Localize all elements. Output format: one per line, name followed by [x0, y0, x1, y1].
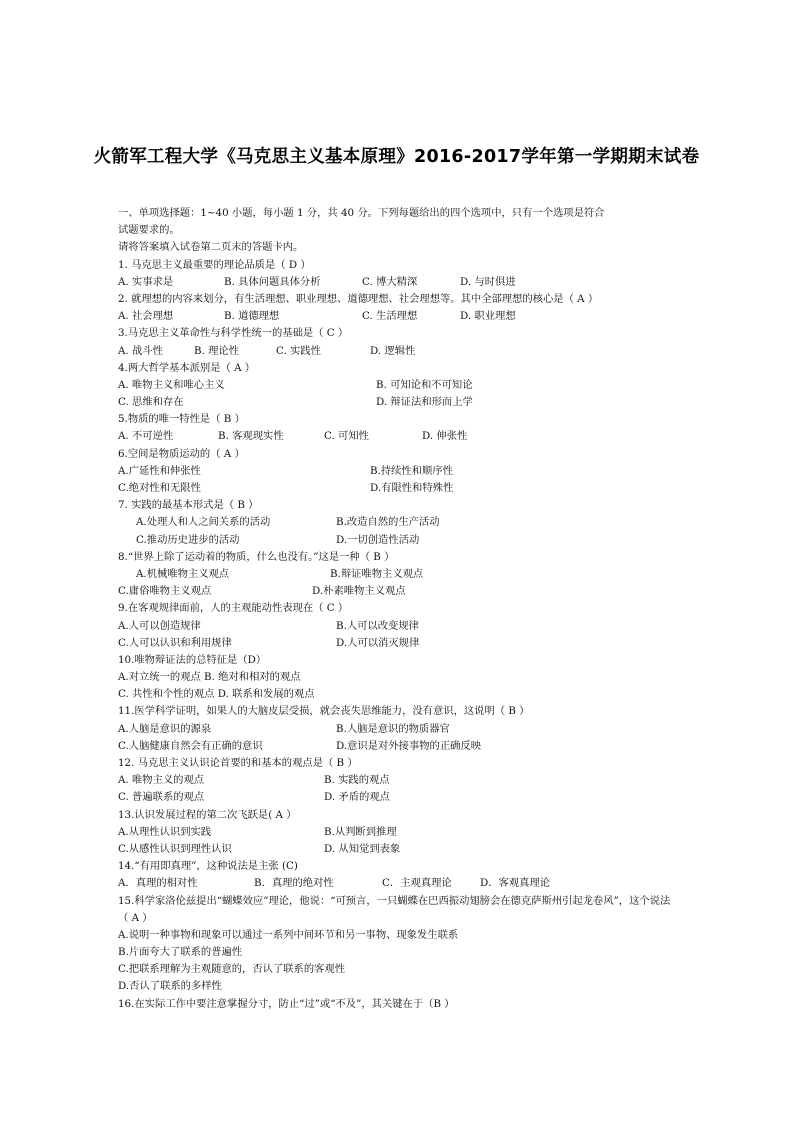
option: D.人可以消灭规律	[336, 636, 420, 649]
option-row: C.把联系理解为主观随意的，否认了联系的客观性	[118, 963, 346, 976]
option: D. 伸张性	[422, 430, 468, 443]
option: C. 博大精深	[362, 275, 418, 288]
option: D. 逻辑性	[370, 344, 416, 357]
question-stem: 4.两大哲学基本派别是（ A ）	[118, 361, 256, 374]
option: A. 唯物主义的观点	[118, 774, 205, 787]
question-stem: 6.空间是物质运动的（ A ）	[118, 447, 245, 460]
question-stem: 2. 就理想的内容来划分，有生活理想、职业理想、道德理想、社会理想等。其中全部理想的核心是（ A ）	[118, 292, 599, 305]
question-stem: 7. 实践的最基本形式是（ B ）	[118, 499, 259, 512]
option-row: C. 共性和个性的观点 D. 联系和发展的观点	[118, 688, 315, 701]
option-row: B.片面夸大了联系的普遍性	[118, 946, 243, 959]
instructions-line: 请将答案填入试卷第二页末的答题卡内。	[118, 241, 304, 254]
option: D.一切创造性活动	[336, 533, 420, 546]
option: C. 生活理想	[362, 310, 418, 323]
question-stem: 16.在实际工作中要注意掌握分寸，防止“过”或“不及”，其关键在于（B ）	[118, 997, 455, 1010]
option: B.辩证唯物主义观点	[330, 567, 424, 580]
option: A. 社会理想	[118, 310, 174, 323]
option-row	[118, 875, 678, 892]
option: A．真理的相对性	[118, 877, 198, 890]
question-stem: 1. 马克思主义最重要的理论品质是（ D ）	[118, 258, 311, 271]
option: C.绝对性和无限性	[118, 482, 201, 494]
option-row: A.对立统一的观点 B. 绝对和相对的观点	[118, 671, 301, 684]
option-row: D.否认了联系的多样性	[118, 980, 222, 993]
question-stem: 12. 马克思主义认识论首要的和基本的观点是（ B ）	[118, 757, 358, 769]
option-row	[118, 480, 678, 497]
option: C. 思维和存在	[118, 396, 184, 409]
option: D. 职业理想	[460, 310, 516, 323]
option: B.持续性和顺序性	[370, 464, 453, 477]
option: B. 具体问题具体分析	[224, 275, 321, 288]
option: B. 道德理想	[224, 310, 280, 323]
option: A. 实事求是	[118, 275, 174, 288]
question-stem: 15.科学家洛伦兹提出“蝴蝶效应”理论，他说：“可预言，一只蝴蝶在巴西振动翅膀会在德克萨斯州引起龙卷风”，这个说法（ A ）	[118, 894, 671, 924]
option-row	[118, 824, 678, 841]
option: C.推动历史进步的活动	[136, 533, 240, 546]
option: C. 实践性	[276, 344, 321, 357]
question-stem: 11.医学科学证明，如果人的大脑皮层受损，就会丧失思维能力，没有意识，这说明（ B ）	[118, 705, 530, 718]
option: C.人脑健康自然会有正确的意识	[118, 739, 263, 752]
option-row	[118, 463, 678, 480]
option-row	[118, 738, 678, 755]
option-row	[118, 274, 678, 291]
option-row	[118, 428, 678, 445]
option: B.从判断到推理	[324, 825, 397, 838]
option: B. 实践的观点	[324, 774, 390, 787]
option: D. 辩证法和形而上学	[376, 396, 473, 409]
option: A.处理人和人之间关系的活动	[136, 516, 271, 529]
option-row	[118, 394, 678, 411]
option: C. 普遍联系的观点	[118, 791, 205, 804]
option: D. 矛盾的观点	[324, 791, 390, 804]
option-row	[118, 343, 678, 360]
option-row	[118, 566, 678, 583]
option: D.意识是对外接事物的正确反映	[336, 739, 482, 752]
option: A. 战斗性	[118, 344, 163, 357]
option: D. 与时俱进	[460, 275, 516, 288]
exam-content	[118, 205, 678, 1013]
option: D.朴素唯物主义观点	[312, 585, 406, 598]
option: A.人脑是意识的源泉	[118, 722, 212, 735]
option-row	[118, 618, 678, 635]
instructions-line: 试题要求的。	[118, 224, 180, 237]
option: D.有限性和特殊性	[370, 482, 454, 494]
option-row	[118, 721, 678, 738]
option-row	[118, 377, 678, 394]
option: A.从理性认识到实践	[118, 825, 212, 838]
question-stem: 13.认识发展过程的第二次飞跃是( A ）	[118, 808, 297, 821]
option: B.人可以改变规律	[336, 619, 419, 632]
option-row	[118, 841, 678, 858]
option-row	[118, 532, 678, 549]
option: B．真理的绝对性	[254, 877, 334, 890]
option-row	[118, 635, 678, 652]
question-stem: 10.唯物辩证法的总特征是（D）	[118, 653, 267, 666]
option: B.改造自然的生产活动	[336, 516, 440, 529]
option: B.人脑是意识的物质器官	[336, 722, 450, 735]
option-row	[118, 772, 678, 789]
option-row	[118, 308, 678, 325]
question-stem: 9.在客观规律面前，人的主观能动性表现在（ C ）	[118, 602, 349, 615]
option: D．客观真理论	[480, 877, 551, 890]
option: A. 唯物主义和唯心主义	[118, 378, 225, 391]
exam-title: 火箭军工程大学《马克思主义基本原理》2016-2017学年第一学期期末试卷	[93, 147, 700, 167]
option: B. 客观现实性	[218, 430, 284, 443]
question-stem: 8.“世界上除了运动着的物质，什么也没有。”这是一种（ B ）	[118, 550, 395, 563]
option: C．主观真理论	[382, 877, 452, 890]
option: A. 不可逆性	[118, 430, 174, 443]
option: A.人可以创造规律	[118, 619, 201, 632]
option-row	[118, 789, 678, 806]
option: A.广延性和伸张性	[118, 464, 201, 477]
option-row: A.说明一种事物和现象可以通过一系列中间环节和另一事物、现象发生联系	[118, 928, 459, 941]
option: B. 理论性	[194, 344, 240, 357]
question-stem: 14.“有用即真理”，这种说法是主张 (C)	[118, 860, 298, 873]
instructions-line: 一、单项选择题：1~40 小题，每小题 1 分，共 40 分。下列每题给出的四个选项中，只有一个选项是符合	[118, 207, 605, 219]
question-stem: 5.物质的唯一特性是（ B ）	[118, 413, 245, 426]
option: D. 从知觉到表象	[324, 842, 401, 855]
option: C.人可以认识和利用规律	[118, 636, 232, 649]
option: C.从感性认识到理性认识	[118, 842, 232, 855]
option: C. 可知性	[324, 430, 369, 443]
option-row	[118, 583, 678, 600]
option: A.机械唯物主义观点	[136, 567, 230, 580]
option: B. 可知论和不可知论	[376, 378, 473, 391]
option: C.庸俗唯物主义观点	[118, 585, 212, 598]
option-row	[118, 514, 678, 531]
question-stem: 3.马克思主义革命性与科学性统一的基础是（ C ）	[118, 327, 349, 340]
